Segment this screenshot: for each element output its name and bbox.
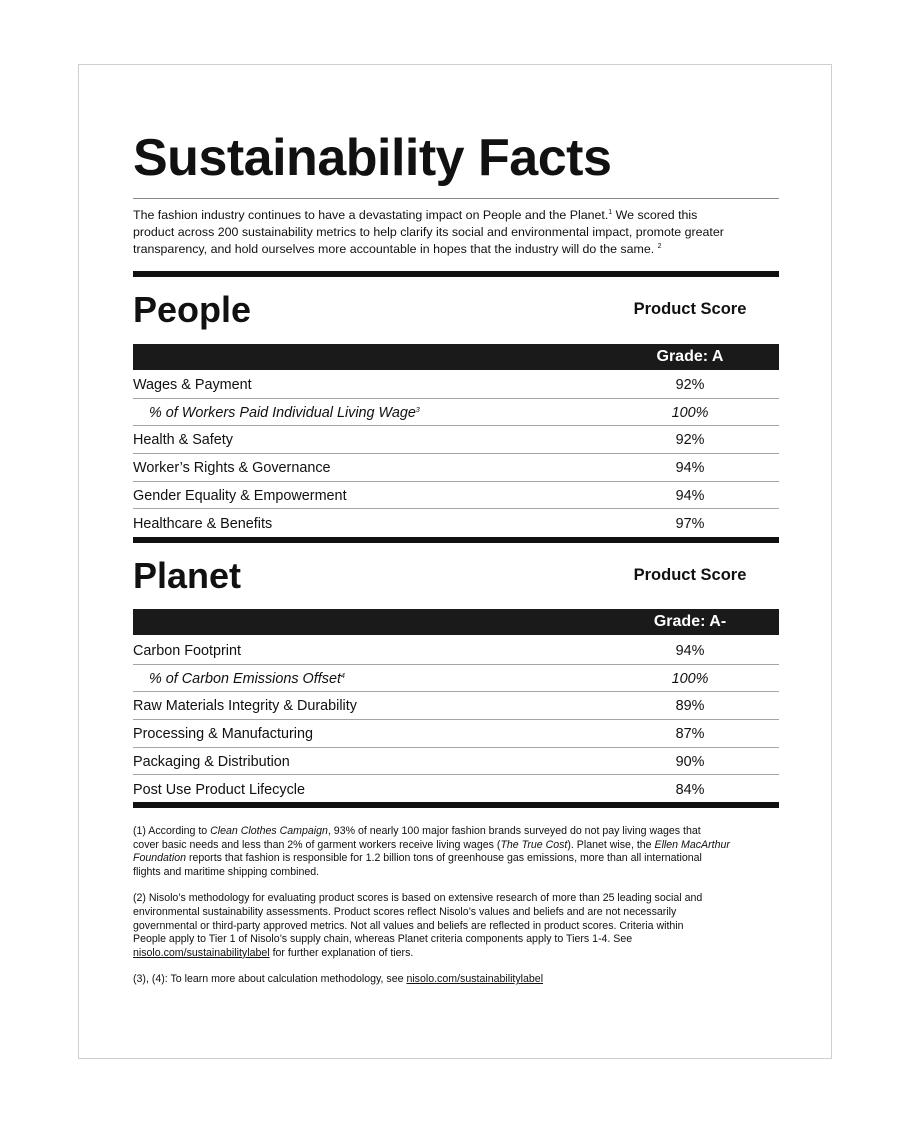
page-title: Sustainability Facts: [133, 129, 612, 187]
metric-name: Post Use Product Lifecycle: [133, 781, 305, 798]
footnotes: [133, 825, 779, 1000]
metric-name: Healthcare & Benefits: [133, 515, 273, 532]
metric-name: Processing & Manufacturing: [133, 726, 313, 743]
footnote-3: [133, 973, 779, 987]
planet-metric-row: [133, 637, 779, 665]
intro-line: product across 200 sustainability metrics to help clarify its social and environmental impact, promote greater: [133, 225, 724, 239]
footnote-ref: 4: [340, 672, 345, 680]
people-metric-row: [133, 510, 779, 538]
title-divider: [133, 198, 779, 199]
metric-value: 94%: [675, 460, 705, 477]
planet-metric-row: [133, 748, 779, 776]
planet-heading: Planet: [133, 555, 242, 596]
metric-value: 100%: [671, 670, 709, 687]
footnote-ref: 2: [657, 243, 662, 250]
people-metric-row: [133, 482, 779, 510]
footnote-1: [133, 825, 779, 879]
section-divider: [133, 802, 779, 808]
metric-name: Health & Safety: [133, 432, 233, 449]
metric-name: Raw Materials Integrity & Durability: [133, 698, 357, 715]
footnote-source: The True Cost: [500, 838, 568, 851]
footnote-line: [133, 947, 779, 961]
planet-grade: Grade: A-: [653, 613, 727, 630]
metric-value: 100%: [671, 404, 709, 421]
footnote-text: (1) According to: [133, 825, 211, 837]
metric-value: 92%: [675, 432, 705, 449]
calculation-link[interactable]: nisolo.com/sustainabilitylabel: [406, 973, 544, 986]
metric-name: Worker’s Rights & Governance: [133, 460, 331, 477]
section-divider: [133, 271, 779, 277]
footnote-text: (3), (4): To learn more about calculation methodology, see: [133, 973, 407, 986]
people-metric-row: [133, 454, 779, 482]
people-metric-row: [133, 371, 779, 399]
metric-value: 90%: [675, 753, 705, 770]
metric-value: 97%: [675, 515, 705, 532]
metric-value: 94%: [675, 643, 705, 659]
metric-value: 92%: [675, 377, 705, 393]
planet-grade-bar: [133, 609, 779, 635]
footnote-text: , 93% of nearly 100 major fashion brands surveyed do not pay living wages that: [327, 825, 701, 837]
footnote-source: Clean Clothes Campaign: [210, 825, 328, 837]
methodology-link[interactable]: nisolo.com/sustainabilitylabel: [133, 946, 270, 959]
planet-metric-row: [133, 692, 779, 720]
footnote-text: for further explanation of tiers.: [269, 946, 414, 959]
footnote-line: (2) Nisolo’s methodology for evaluating product scores is based on extensive research of more than 25 leading social and: [133, 892, 703, 905]
footnote-ref: 1: [608, 209, 613, 216]
metric-value: 89%: [675, 698, 705, 715]
planet-metric-row: [133, 665, 779, 693]
footnote-ref: 3: [415, 406, 420, 414]
intro-text: We scored this: [612, 208, 698, 222]
metric-name-text: % of Carbon Emissions Offset: [149, 670, 341, 687]
footnote-line: environmental sustainability assessments. Product scores reflect Nisolo’s values and beliefs and are not necessarily: [133, 905, 677, 918]
footnote-line: [133, 839, 779, 853]
planet-metric-row: [133, 776, 779, 804]
footnote-line: [133, 825, 779, 839]
metric-name: Carbon Footprint: [133, 643, 241, 659]
people-metric-row: [133, 399, 779, 427]
people-grade: Grade: A: [656, 348, 724, 365]
people-grade-bar: [133, 344, 779, 370]
metric-name: [149, 665, 345, 693]
footnote-source: Foundation: [133, 852, 187, 865]
intro-text: The fashion industry continues to have a devastating impact on People and the Planet.: [133, 208, 609, 222]
people-heading: People: [133, 289, 252, 330]
intro-paragraph: [133, 207, 779, 258]
section-divider: [133, 537, 779, 543]
footnote-source: Ellen MacArthur: [654, 838, 730, 851]
footnote-line: governmental or third-party approved metrics. Not all values and beliefs are reflected in product scores. Criteria within: [133, 919, 684, 932]
intro-line: [133, 207, 779, 224]
intro-text: transparency, and hold ourselves more accountable in hopes that the industry will do the same.: [133, 242, 655, 256]
metric-name: Gender Equality & Empowerment: [133, 487, 347, 504]
planet-score-label: Product Score: [633, 566, 747, 584]
metric-name: [149, 399, 420, 427]
metric-value: 87%: [675, 726, 705, 743]
people-metric-row: [133, 426, 779, 454]
metric-value: 94%: [675, 487, 705, 504]
footnote-text: ). Planet wise, the: [567, 838, 655, 851]
planet-metric-row: [133, 720, 779, 748]
footnote-2: [133, 892, 779, 960]
footnote-line: People apply to Tier 1 of Nisolo’s supply chain, whereas Planet criteria components apply to Tiers 1-4. See: [133, 933, 633, 946]
people-score-label: Product Score: [633, 300, 747, 318]
footnote-line: [133, 852, 779, 866]
metric-name: Wages & Payment: [133, 377, 252, 393]
metric-value: 84%: [675, 781, 705, 798]
footnote-line: [133, 973, 779, 987]
footnote-text: reports that fashion is responsible for 1.2 billion tons of greenhouse gas emissions, more than all international: [186, 852, 702, 865]
metric-name-text: % of Workers Paid Individual Living Wage: [149, 404, 416, 421]
footnote-line: flights and maritime shipping combined.: [133, 865, 320, 878]
intro-line: [133, 241, 779, 258]
footnote-text: cover basic needs and less than 2% of garment workers receive living wages (: [133, 838, 501, 851]
metric-name: Packaging & Distribution: [133, 753, 290, 770]
